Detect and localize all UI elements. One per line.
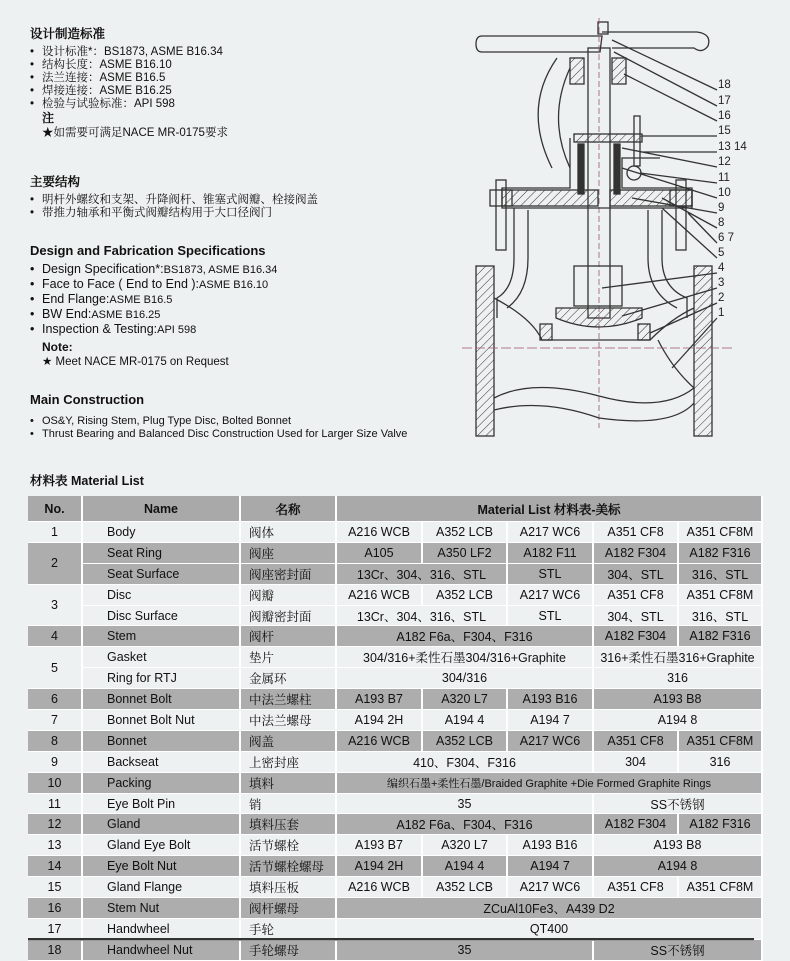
cell-cn-name: 金属环 bbox=[240, 668, 336, 689]
cell-no: 9 bbox=[28, 751, 82, 772]
cell-material: SS不锈钢 bbox=[593, 793, 762, 814]
cell-no: 12 bbox=[28, 814, 82, 835]
cell-material: A194 2H bbox=[336, 856, 422, 877]
cell-name: Handwheel bbox=[82, 918, 240, 939]
cell-name: Seat Ring bbox=[82, 542, 240, 563]
cell-cn-name: 填料压套 bbox=[240, 814, 336, 835]
cell-material: A351 CF8M bbox=[678, 730, 762, 751]
callout-label: 11 bbox=[718, 172, 730, 184]
cell-no: 13 bbox=[28, 835, 82, 856]
cell-material: A182 F11 bbox=[507, 542, 593, 563]
cell-no: 18 bbox=[28, 939, 82, 960]
cell-name: Seat Surface bbox=[82, 563, 240, 584]
cell-cn-name: 活节螺栓螺母 bbox=[240, 856, 336, 877]
cell-cn-name: 阀杆 bbox=[240, 626, 336, 647]
table-header bbox=[28, 496, 762, 522]
cell-cn-name: 垫片 bbox=[240, 647, 336, 668]
cell-material: A351 CF8 bbox=[593, 584, 678, 605]
cell-material: A216 WCB bbox=[336, 877, 422, 898]
cell-material: A193 B16 bbox=[507, 689, 593, 710]
cell-material: A320 L7 bbox=[422, 689, 507, 710]
cell-no: 11 bbox=[28, 793, 82, 814]
valve-outline bbox=[462, 18, 732, 436]
cell-no: 1 bbox=[28, 522, 82, 543]
cell-name: Ring for RTJ bbox=[82, 668, 240, 689]
callout-label: 5 bbox=[718, 247, 725, 259]
cell-material: A350 LF2 bbox=[422, 542, 507, 563]
cell-material: A351 CF8M bbox=[678, 584, 762, 605]
table-row bbox=[28, 710, 762, 731]
cell-cn-name: 销 bbox=[240, 793, 336, 814]
cell-material: A194 2H bbox=[336, 710, 422, 731]
header-cn-name: 名称 bbox=[240, 496, 336, 522]
cell-material: A182 F6a、F304、F316 bbox=[336, 814, 593, 835]
spec-label: Inspection & Testing: bbox=[42, 322, 158, 336]
cell-cn-name: 活节螺栓 bbox=[240, 835, 336, 856]
spec-label: Face to Face ( End to End ): bbox=[42, 277, 200, 291]
callout-label: 6 7 bbox=[718, 232, 734, 244]
cell-name: Stem Nut bbox=[82, 898, 240, 919]
cell-material: A351 CF8M bbox=[678, 522, 762, 543]
callout-label: 8 bbox=[718, 217, 725, 229]
section-title: Main Construction bbox=[30, 392, 145, 407]
cell-name: Backseat bbox=[82, 751, 240, 772]
cell-material: A194 7 bbox=[507, 710, 593, 731]
cell-material: A351 CF8M bbox=[678, 877, 762, 898]
section-title: Design and Fabrication Specifications bbox=[30, 243, 266, 258]
cell-cn-name: 阀盖 bbox=[240, 730, 336, 751]
list-item bbox=[30, 277, 277, 292]
list-item: • 法兰连接：ASME B16.5 bbox=[30, 72, 228, 85]
cell-material: A216 WCB bbox=[336, 584, 422, 605]
cell-material: 410、F304、F316 bbox=[336, 751, 593, 772]
cell-material: A352 LCB bbox=[422, 877, 507, 898]
spec-label: BW End: bbox=[42, 307, 92, 321]
spec-label: End Flange: bbox=[42, 292, 110, 306]
part-callouts bbox=[718, 79, 747, 319]
cell-material: 35 bbox=[336, 939, 593, 960]
cell-material: A216 WCB bbox=[336, 522, 422, 543]
cell-cn-name: 阀座密封面 bbox=[240, 563, 336, 584]
header-material: Material List 材料表-美标 bbox=[336, 496, 762, 522]
cell-material: A194 7 bbox=[507, 856, 593, 877]
spec-value: API 598 bbox=[157, 324, 197, 336]
cell-material: A217 WC6 bbox=[507, 877, 593, 898]
cell-no: 4 bbox=[28, 626, 82, 647]
cell-material: A352 LCB bbox=[422, 730, 507, 751]
spec-value: ASME B16.25 bbox=[91, 309, 161, 321]
cell-no: 3 bbox=[28, 584, 82, 626]
cell-name: Packing bbox=[82, 772, 240, 793]
cell-material: A351 CF8 bbox=[593, 730, 678, 751]
list-item: • 设计标准*：BS1873, ASME B16.34 bbox=[30, 46, 228, 59]
cell-no: 5 bbox=[28, 647, 82, 689]
cell-name: Handwheel Nut bbox=[82, 939, 240, 960]
cell-material: A320 L7 bbox=[422, 835, 507, 856]
cell-material: A217 WC6 bbox=[507, 730, 593, 751]
callout-label: 18 bbox=[718, 79, 731, 91]
cell-material: 编织石墨+柔性石墨/Braided Graphite +Die Formed Graphite Rings bbox=[336, 772, 762, 793]
table-row bbox=[28, 898, 762, 919]
callout-label: 10 bbox=[718, 187, 731, 199]
cell-material: 304、STL bbox=[593, 563, 678, 584]
cell-name: Bonnet bbox=[82, 730, 240, 751]
cell-cn-name: 阀座 bbox=[240, 542, 336, 563]
cell-material: 13Cr、304、316、STL bbox=[336, 563, 507, 584]
cell-name: Gasket bbox=[82, 647, 240, 668]
table-row bbox=[28, 772, 762, 793]
note-text: ★ Meet NACE MR-0175 on Request bbox=[42, 356, 229, 368]
callout-label: 13 14 bbox=[718, 141, 747, 153]
cell-material: A193 B7 bbox=[336, 689, 422, 710]
cell-no: 7 bbox=[28, 710, 82, 731]
table-row bbox=[28, 626, 762, 647]
table-row bbox=[28, 563, 762, 584]
cell-material: A194 4 bbox=[422, 710, 507, 731]
cell-material: A182 F304 bbox=[593, 542, 678, 563]
cell-name: Disc bbox=[82, 584, 240, 605]
section-title: 设计制造标准 bbox=[30, 27, 106, 41]
cell-material: A217 WC6 bbox=[507, 584, 593, 605]
note-title: 注 bbox=[42, 111, 55, 125]
table-row bbox=[28, 751, 762, 772]
list-item: • 明杆外螺纹和支架、升降阀杆、锥塞式阀瓣、栓接阀盖 bbox=[30, 194, 318, 207]
table-row bbox=[28, 835, 762, 856]
list-item: • Thrust Bearing and Balanced Disc Construction Used for Larger Size Valve bbox=[30, 428, 407, 441]
cell-name: Eye Bolt Pin bbox=[82, 793, 240, 814]
callout-label: 9 bbox=[718, 202, 725, 214]
cell-name: Disc Surface bbox=[82, 605, 240, 626]
cell-no: 2 bbox=[28, 542, 82, 584]
cell-material: 316 bbox=[593, 668, 762, 689]
table-row bbox=[28, 522, 762, 543]
list-item bbox=[30, 262, 277, 277]
table-row bbox=[28, 918, 762, 939]
cell-no: 14 bbox=[28, 856, 82, 877]
list-item: • 焊接连接：ASME B16.25 bbox=[30, 85, 228, 98]
table-row bbox=[28, 856, 762, 877]
cell-name: Body bbox=[82, 522, 240, 543]
list-item bbox=[30, 322, 277, 337]
cell-material: A216 WCB bbox=[336, 730, 422, 751]
cell-material: A193 B8 bbox=[593, 835, 762, 856]
cell-cn-name: 填料压板 bbox=[240, 877, 336, 898]
cell-no: 6 bbox=[28, 689, 82, 710]
cell-material: A351 CF8 bbox=[593, 522, 678, 543]
table-row bbox=[28, 668, 762, 689]
cell-name: Gland Flange bbox=[82, 877, 240, 898]
section-title: 主要结构 bbox=[30, 175, 81, 189]
cell-material: A352 LCB bbox=[422, 522, 507, 543]
cell-name: Gland bbox=[82, 814, 240, 835]
callout-label: 17 bbox=[718, 95, 731, 107]
cell-material: 316+柔性石墨316+Graphite bbox=[593, 647, 762, 668]
cell-material: 304/316+柔性石墨304/316+Graphite bbox=[336, 647, 593, 668]
cell-cn-name: 阀体 bbox=[240, 522, 336, 543]
cell-cn-name: 手轮 bbox=[240, 918, 336, 939]
callout-label: 2 bbox=[718, 292, 725, 304]
table-row bbox=[28, 793, 762, 814]
table-row bbox=[28, 542, 762, 563]
header-no: No. bbox=[28, 496, 82, 522]
cell-no: 17 bbox=[28, 918, 82, 939]
cn-main-construction bbox=[30, 172, 318, 220]
cell-cn-name: 中法兰螺柱 bbox=[240, 689, 336, 710]
cell-material: A194 4 bbox=[422, 856, 507, 877]
cell-material: A351 CF8 bbox=[593, 877, 678, 898]
note-text: ★如需要可满足NACE MR-0175要求 bbox=[42, 127, 228, 139]
list-item: • OS&Y, Rising Stem, Plug Type Disc, Bolted Bonnet bbox=[30, 415, 407, 428]
list-item: • 结构长度：ASME B16.10 bbox=[30, 59, 228, 72]
cell-material: A182 F6a、F304、F316 bbox=[336, 626, 593, 647]
cell-no: 16 bbox=[28, 898, 82, 919]
callout-label: 15 bbox=[718, 125, 731, 137]
spec-value: BS1873, ASME B16.34 bbox=[163, 264, 278, 276]
cell-material: A182 F316 bbox=[678, 626, 762, 647]
cell-material: 316、STL bbox=[678, 605, 762, 626]
cell-material: A217 WC6 bbox=[507, 522, 593, 543]
cell-material: ZCuAl10Fe3、A439 D2 bbox=[336, 898, 762, 919]
table-row bbox=[28, 647, 762, 668]
callout-label: 1 bbox=[718, 307, 725, 319]
material-list-title: 材料表 Material List bbox=[30, 474, 144, 488]
cell-material: A194 8 bbox=[593, 710, 762, 731]
cell-material: STL bbox=[507, 563, 593, 584]
table-bottom-rule bbox=[28, 938, 754, 941]
cell-cn-name: 阀瓣 bbox=[240, 584, 336, 605]
cell-material: A194 8 bbox=[593, 856, 762, 877]
globe-valve-diagram bbox=[462, 18, 762, 438]
cell-material: A182 F304 bbox=[593, 626, 678, 647]
cell-material: QT400 bbox=[336, 918, 762, 939]
cell-cn-name: 手轮螺母 bbox=[240, 939, 336, 960]
cell-name: Stem bbox=[82, 626, 240, 647]
cell-material: 316 bbox=[678, 751, 762, 772]
header-name: Name bbox=[82, 496, 240, 522]
material-table bbox=[28, 496, 763, 961]
en-design-specifications bbox=[30, 243, 277, 370]
table-row bbox=[28, 689, 762, 710]
spec-value: ASME B16.10 bbox=[199, 279, 269, 291]
cell-name: Gland Eye Bolt bbox=[82, 835, 240, 856]
cell-name: Bonnet Bolt Nut bbox=[82, 710, 240, 731]
table-row bbox=[28, 814, 762, 835]
cn-design-standards bbox=[30, 24, 228, 141]
cell-material: A193 B7 bbox=[336, 835, 422, 856]
cell-cn-name: 阀杆螺母 bbox=[240, 898, 336, 919]
cell-material: A352 LCB bbox=[422, 584, 507, 605]
list-item: • 带推力轴承和平衡式阀瓣结构用于大口径阀门 bbox=[30, 207, 318, 220]
cell-material: SS不锈钢 bbox=[593, 939, 762, 960]
cell-material: A105 bbox=[336, 542, 422, 563]
spec-label: Design Specification*: bbox=[42, 262, 164, 276]
cell-material: 304、STL bbox=[593, 605, 678, 626]
cell-no: 10 bbox=[28, 772, 82, 793]
list-item: • 检验与试验标准：API 598 bbox=[30, 98, 228, 111]
cell-material: STL bbox=[507, 605, 593, 626]
cell-material: 35 bbox=[336, 793, 593, 814]
cell-material: 304 bbox=[593, 751, 678, 772]
cell-material: A193 B8 bbox=[593, 689, 762, 710]
cell-cn-name: 中法兰螺母 bbox=[240, 710, 336, 731]
cell-material: A182 F316 bbox=[678, 814, 762, 835]
cell-cn-name: 阀瓣密封面 bbox=[240, 605, 336, 626]
spec-value: ASME B16.5 bbox=[109, 294, 173, 306]
table-row bbox=[28, 605, 762, 626]
cell-cn-name: 填料 bbox=[240, 772, 336, 793]
cell-material: 304/316 bbox=[336, 668, 593, 689]
cell-material: A182 F316 bbox=[678, 542, 762, 563]
table-row bbox=[28, 584, 762, 605]
cell-material: 316、STL bbox=[678, 563, 762, 584]
cell-cn-name: 上密封座 bbox=[240, 751, 336, 772]
cell-no: 15 bbox=[28, 877, 82, 898]
callout-label: 3 bbox=[718, 277, 725, 289]
cell-name: Bonnet Bolt bbox=[82, 689, 240, 710]
cell-no: 8 bbox=[28, 730, 82, 751]
cell-name: Eye Bolt Nut bbox=[82, 856, 240, 877]
callout-label: 4 bbox=[718, 262, 725, 274]
cell-material: A182 F304 bbox=[593, 814, 678, 835]
en-main-construction bbox=[30, 392, 407, 441]
callout-label: 12 bbox=[718, 156, 731, 168]
list-item bbox=[30, 307, 277, 322]
callout-label: 16 bbox=[718, 110, 731, 122]
cell-material: A193 B16 bbox=[507, 835, 593, 856]
table-row bbox=[28, 939, 762, 960]
cell-material: 13Cr、304、316、STL bbox=[336, 605, 507, 626]
list-item bbox=[30, 292, 277, 307]
table-row bbox=[28, 877, 762, 898]
table-row bbox=[28, 730, 762, 751]
note-title: Note: bbox=[42, 340, 73, 354]
